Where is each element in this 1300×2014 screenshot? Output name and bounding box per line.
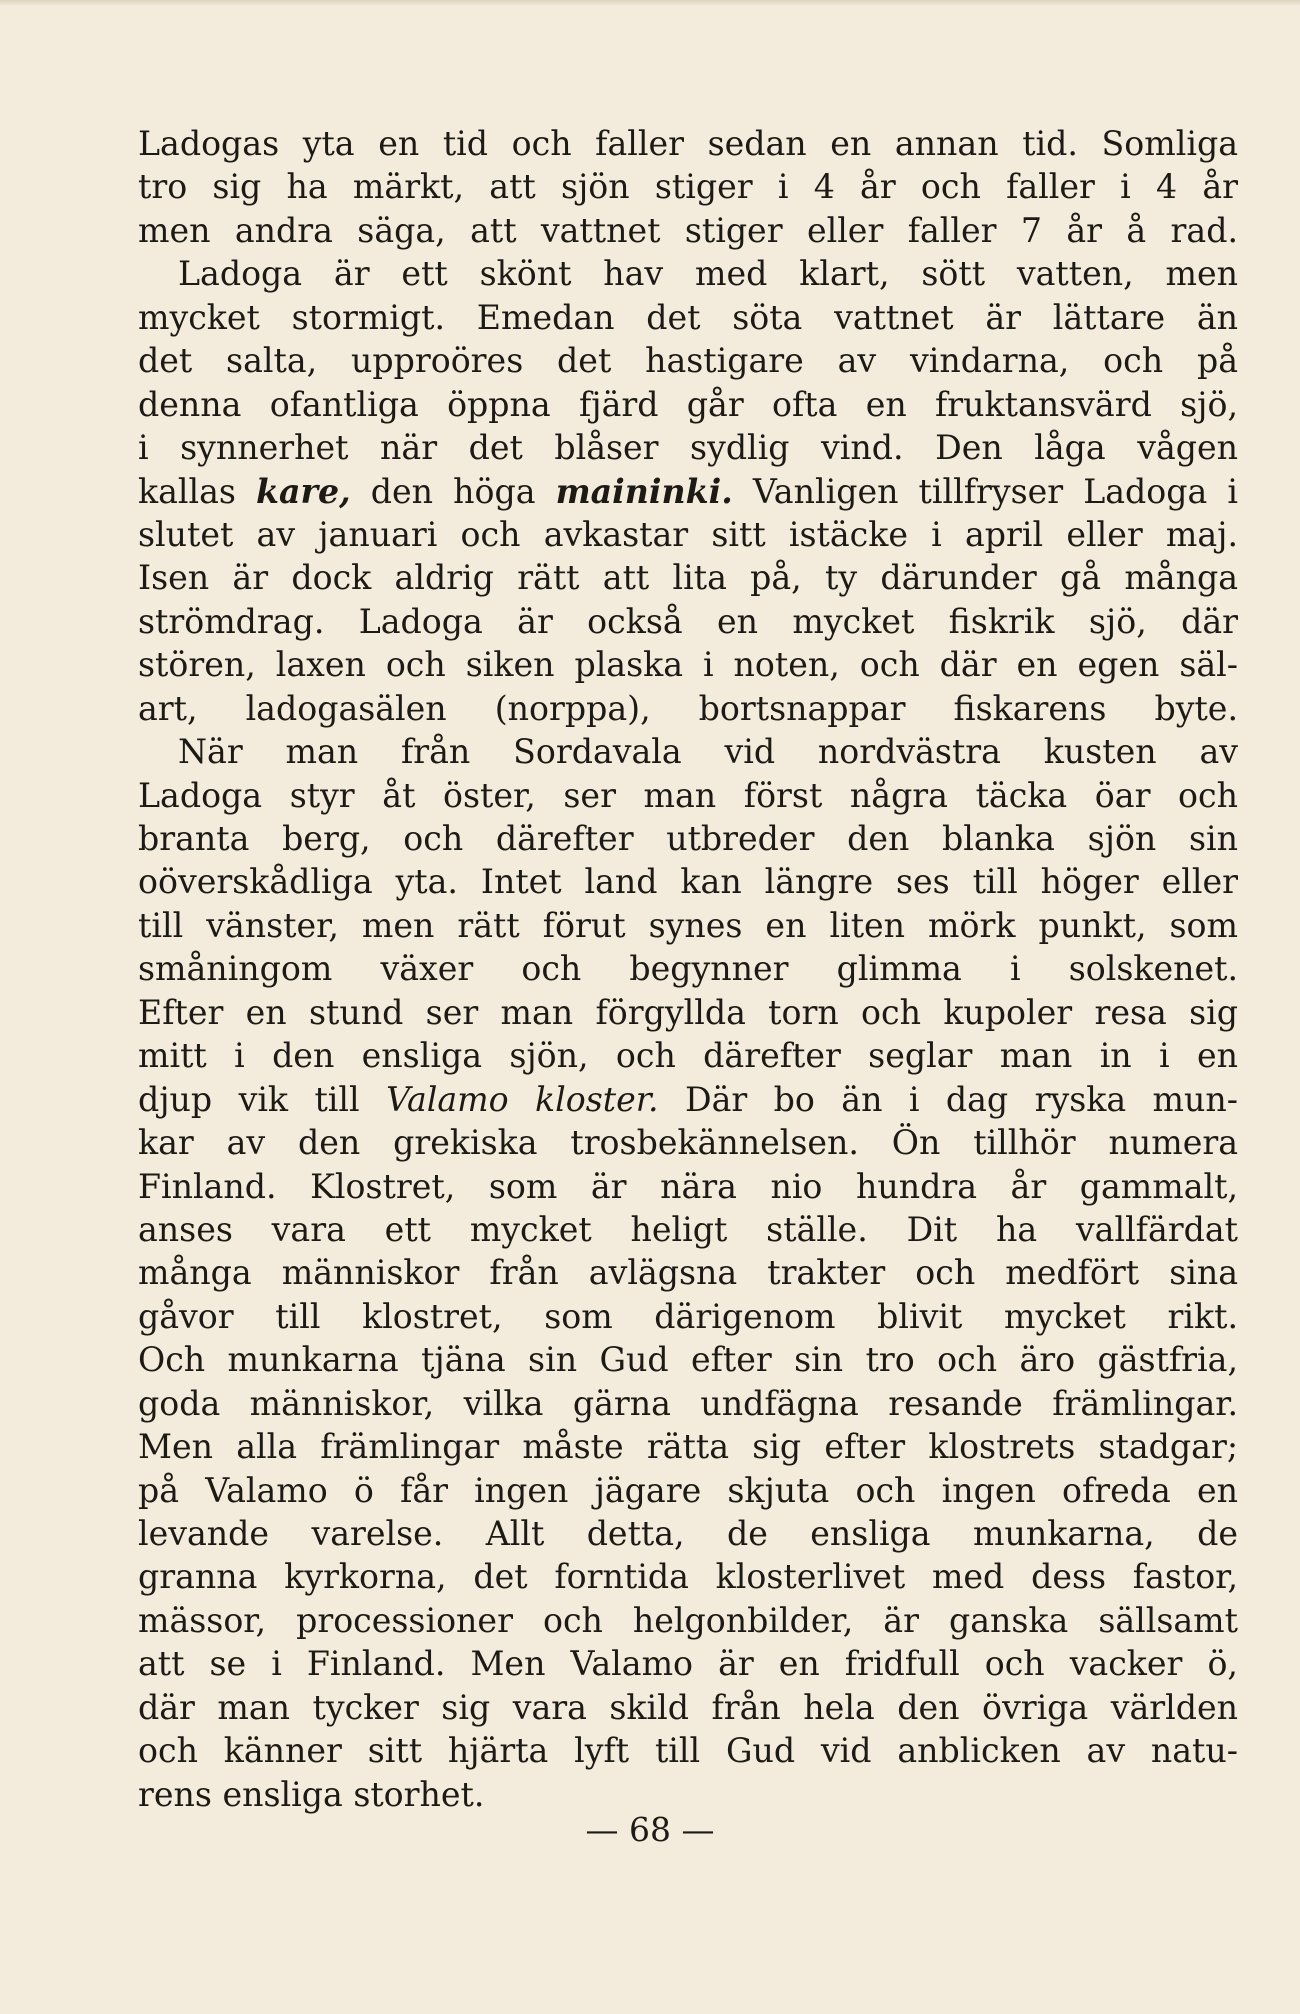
page-top-edge <box>0 0 1300 6</box>
body-text <box>138 122 1238 1816</box>
text-line: Finland. Klostret, som är nära nio hundra år gammalt, <box>138 1166 1238 1206</box>
text-line: det salta, upproöres det hastigare av vindarna, och på <box>138 341 1238 381</box>
page-number: — 68 — <box>585 1810 715 1849</box>
text-line: levande varelse. Allt detta, de ensliga munkarna, de <box>138 1514 1238 1553</box>
text-line: rens ensliga storhet. <box>138 1774 485 1814</box>
text-line: att se i Finland. Men Valamo är en fridfull och vacker ö, <box>138 1644 1238 1684</box>
text-line: Ladogas yta en tid och faller sedan en annan tid. Somliga <box>138 124 1238 163</box>
text-line: Ladoga är ett skönt hav med klart, sött vatten, men <box>178 254 1238 294</box>
text-line-with-italics <box>138 470 1238 513</box>
text-line: Men alla främlingar måste rätta sig efter klostrets stadgar; <box>138 1427 1238 1467</box>
text-line: där man tycker sig vara skild från hela den övriga världen <box>138 1687 1238 1727</box>
text-line: anses vara ett mycket heligt ställe. Dit ha vallfärdat <box>138 1209 1238 1249</box>
text-segment: Där bo än i dag ryska mun- <box>658 1079 1238 1119</box>
text-segment: den höga <box>350 471 556 511</box>
text-line: många människor från avlägsna trakter och medfört sina <box>138 1253 1238 1293</box>
text-line: och känner sitt hjärta lyft till Gud vid anblicken av natu- <box>138 1731 1238 1771</box>
text-line: kar av den grekiska trosbekännelsen. Ön tillhör numera <box>138 1123 1238 1163</box>
text-line: oöverskådliga yta. Intet land kan längre ses till höger eller <box>138 862 1238 902</box>
text-line: denna ofantliga öppna fjärd går ofta en fruktansvärd sjö, <box>138 384 1238 424</box>
text-line: stören, laxen och siken plaska i noten, och där en egen säl- <box>138 645 1238 685</box>
text-line: mässor, processioner och helgonbilder, är ganska sällsamt <box>138 1600 1238 1640</box>
text-line: mycket stormigt. Emedan det söta vattnet är lättare än <box>138 297 1238 337</box>
text-line: men andra säga, att vattnet stiger eller faller 7 år å rad. <box>138 210 1238 250</box>
text-line: till vänster, men rätt förut synes en liten mörk punkt, som <box>138 905 1238 945</box>
text-line: Efter en stund ser man förgyllda torn och kupoler resa sig <box>138 992 1238 1032</box>
text-segment: kallas <box>138 471 257 511</box>
text-line: slutet av januari och avkastar sitt istäcke i april eller maj. <box>138 514 1238 554</box>
text-line: gåvor till klostret, som därigenom blivit mycket rikt. <box>138 1296 1238 1336</box>
text-line: i synnerhet när det blåser sydlig vind. Den låga vågen <box>138 428 1238 468</box>
text-line: art, ladogasälen (norppa), bortsnappar fiskarens byte. <box>138 688 1238 728</box>
text-line: småningom växer och begynner glimma i solskenet. <box>138 949 1238 989</box>
text-segment: Vanligen tillfryser Ladoga i <box>732 471 1238 511</box>
text-line: tro sig ha märkt, att sjön stiger i 4 år och faller i 4 år <box>138 167 1238 207</box>
text-line: på Valamo ö får ingen jägare skjuta och ingen ofreda en <box>138 1470 1238 1510</box>
text-line: Och munkarna tjäna sin Gud efter sin tro och äro gästfria, <box>138 1340 1238 1380</box>
text-line-with-italics <box>138 1078 1238 1121</box>
text-segment: djup vik till <box>138 1079 387 1119</box>
italic-term-kare: kare, <box>256 471 351 511</box>
text-line: mitt i den ensliga sjön, och därefter seglar man in i en <box>138 1036 1238 1076</box>
text-line: goda människor, vilka gärna undfägna resande främlingar. <box>138 1383 1238 1423</box>
text-line: granna kyrkorna, det forntida klosterlivet med dess fastor, <box>138 1557 1238 1597</box>
text-line: branta berg, och därefter utbreder den blanka sjön sin <box>138 819 1238 858</box>
text-line: När man från Sordavala vid nordvästra kusten av <box>178 732 1238 772</box>
text-line: Ladoga styr åt öster, ser man först några täcka öar och <box>138 775 1238 815</box>
text-line: strömdrag. Ladoga är också en mycket fiskrik sjö, där <box>138 601 1238 641</box>
italic-term-maininki: maininki. <box>555 471 733 511</box>
text-line: Isen är dock aldrig rätt att lita på, ty därunder gå många <box>138 558 1238 598</box>
italic-term-valamo-kloster: Valamo kloster. <box>386 1079 659 1119</box>
